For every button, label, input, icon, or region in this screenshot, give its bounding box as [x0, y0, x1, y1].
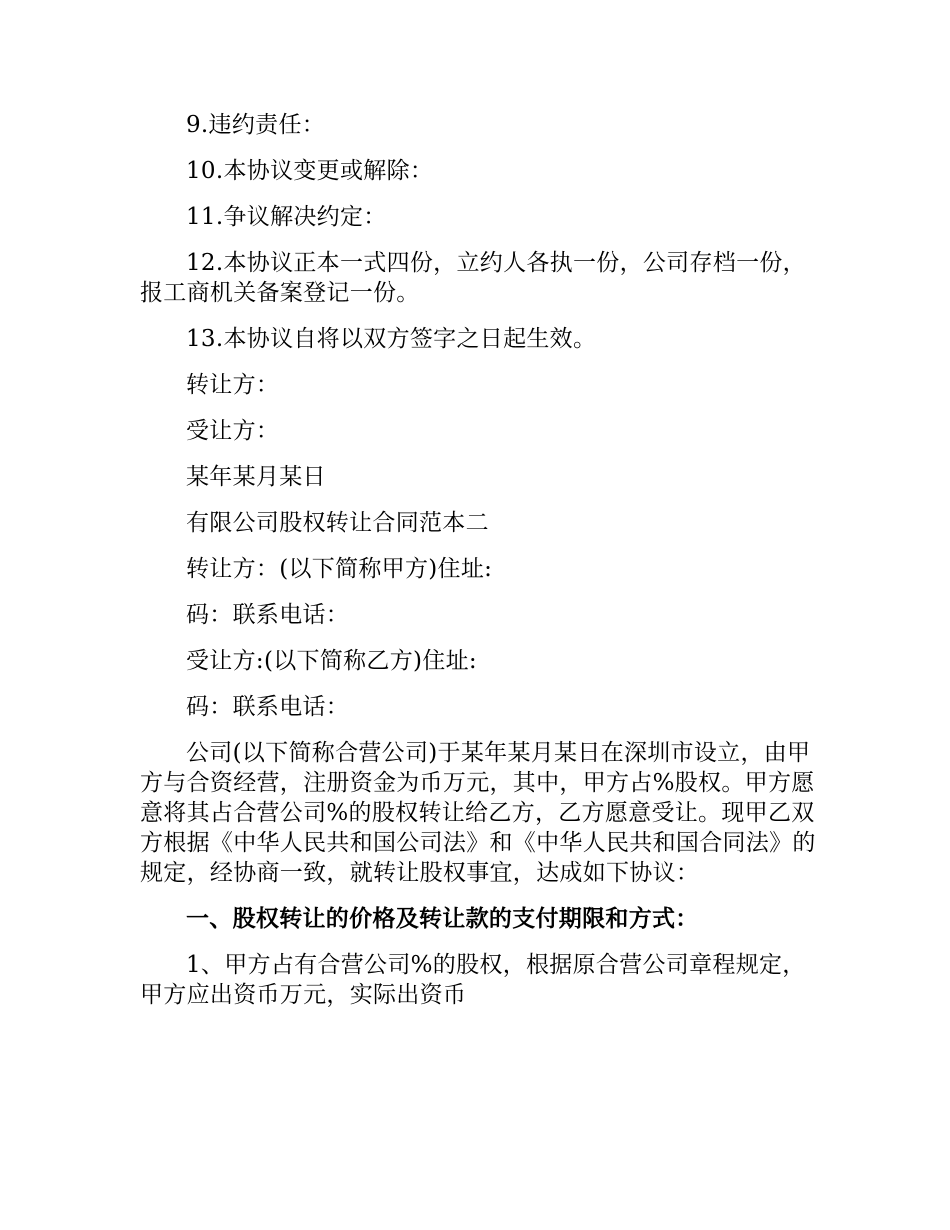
transferee-address-line: 受让方:(以下简称乙方)住址: — [186, 648, 477, 674]
contract-title-two: 有限公司股权转让合同范本二 — [186, 510, 489, 536]
clause-10-amendment: 10.本协议变更或解除： — [186, 158, 434, 184]
document-body — [140, 110, 820, 1026]
clause-11-dispute-resolution: 11.争议解决约定： — [186, 204, 387, 230]
transferee-phone-line: 码：联系电话： — [186, 694, 350, 720]
transferor-phone-line: 码：联系电话： — [186, 602, 350, 628]
transferor-signature-line: 转让方： — [186, 372, 280, 398]
preamble-paragraph: 公司(以下简称合营公司)于某年某月某日在深圳市设立，由甲方与合资经营，注册资金为币万元，其中，甲方占%股权。甲方愿意将其占合营公司%的股权转让给乙方，乙方愿意受让。现甲乙双方根据《中华人民共和国公司法》和《中华人民共和国合同法》的规定，经协商一致，就转让股权事宜，达成如下协议： — [140, 740, 816, 886]
section-1-heading: 一、股权转让的价格及转让款的支付期限和方式： — [186, 905, 699, 932]
transferee-signature-line: 受让方： — [186, 418, 280, 444]
clause-13-effective-date: 13.本协议自将以双方签字之日起生效。 — [186, 326, 597, 352]
transferor-address-line: 转让方：(以下简称甲方)住址: — [186, 556, 493, 582]
clause-9-breach-liability: 9.违约责任： — [186, 112, 326, 138]
date-line: 某年某月某日 — [186, 464, 326, 490]
section-1-item-1: 1、甲方占有合营公司%的股权，根据原合营公司章程规定，甲方应出资币万元，实际出资币 — [140, 952, 806, 1008]
clause-12-copies: 12.本协议正本一式四份，立约人各执一份，公司存档一份，报工商机关备案登记一份。 — [140, 250, 806, 306]
